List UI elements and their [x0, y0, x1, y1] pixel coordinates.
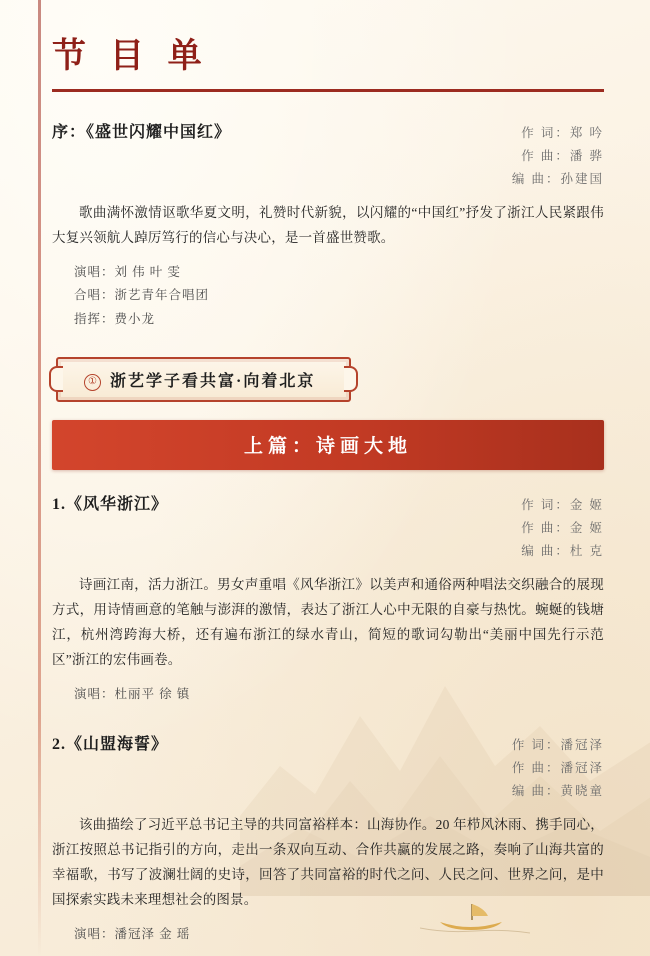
performer-line: 演唱：潘冠泽 金 瑶 [74, 927, 191, 942]
page-title: 节 目 单 [52, 36, 208, 76]
section-marker [56, 357, 351, 402]
credit-line: 作 词：潘冠泽 [511, 738, 604, 753]
credit-line: 编 曲：杜 克 [521, 543, 604, 558]
section-number-badge: ① [84, 374, 101, 391]
performer-line: 合唱：浙艺青年合唱团 [74, 288, 210, 303]
section-marker-label: 浙艺学子看共富·向着北京 [110, 372, 316, 390]
performers-block [74, 923, 604, 946]
performer-line: 指挥：费小龙 [74, 311, 156, 326]
credit-line: 作 词：郑 吟 [521, 126, 604, 140]
credit-line: 作 曲：金 姬 [521, 520, 604, 535]
performers-block [74, 261, 604, 330]
item-header [52, 732, 604, 803]
title-divider [52, 89, 604, 92]
section-marker-wrapper [56, 357, 604, 402]
credit-line: 作 词：金 姬 [521, 497, 604, 512]
credit-line: 作 曲：潘 骅 [521, 149, 604, 164]
item-header [52, 492, 604, 563]
item-title: 1.《风华浙江》 [52, 495, 169, 513]
item-description: 诗画江南，活力浙江。男女声重唱《风华浙江》以美声和通俗两种唱法交织融合的展现方式，用诗情画意的笔触与澎湃的激情，表达了浙江人心中无限的自豪与热忱。蜿蜒的钱塘江，杭州湾跨海大桥，还有遍布浙江的绿水青山，简短的歌词勾勒出“美丽中国先行示范区”浙江的宏伟画卷。 [52, 577, 604, 667]
performer-line: 演唱：杜丽平 徐 镇 [74, 686, 191, 701]
credits-block [454, 494, 604, 563]
credit-line: 编 曲：黄晓童 [511, 784, 604, 799]
program-item-2 [52, 732, 604, 946]
program-item-1 [52, 492, 604, 706]
item-description: 该曲描绘了习近平总书记主导的共同富裕样本：山海协作。20 年栉风沐雨、携手同心，浙江按照总书记指引的方向，走出一条双向互动、合作共赢的发展之路，奏响了山海共富的幸福歌，书写了波澜壮阔的史诗，回答了共同富裕的时代之问、人民之问、世界之问，是中国探索实践未来理想社会的图景。 [52, 817, 604, 908]
chapter-banner: 上篇：诗画大地 [52, 420, 604, 470]
performer-line: 演唱：刘 伟 叶 雯 [74, 265, 181, 280]
item-description: 歌曲满怀激情讴歌华夏文明，礼赞时代新貌，以闪耀的“中国红”抒发了浙江人民紧跟伟大复兴领航人踔厉笃行的信心与决心，是一首盛世赞歌。 [52, 205, 604, 246]
item-title: 序：《盛世闪耀中国红》 [52, 124, 232, 141]
item-header [52, 120, 604, 191]
credits-block [454, 122, 604, 191]
performers-block [74, 683, 604, 706]
credit-line: 编 曲：孙建国 [511, 172, 604, 187]
program-item-prelude [52, 120, 604, 331]
item-title: 2.《山盟海誓》 [52, 736, 169, 754]
credits-block [454, 734, 604, 803]
credit-line: 作 曲：潘冠泽 [511, 761, 604, 776]
